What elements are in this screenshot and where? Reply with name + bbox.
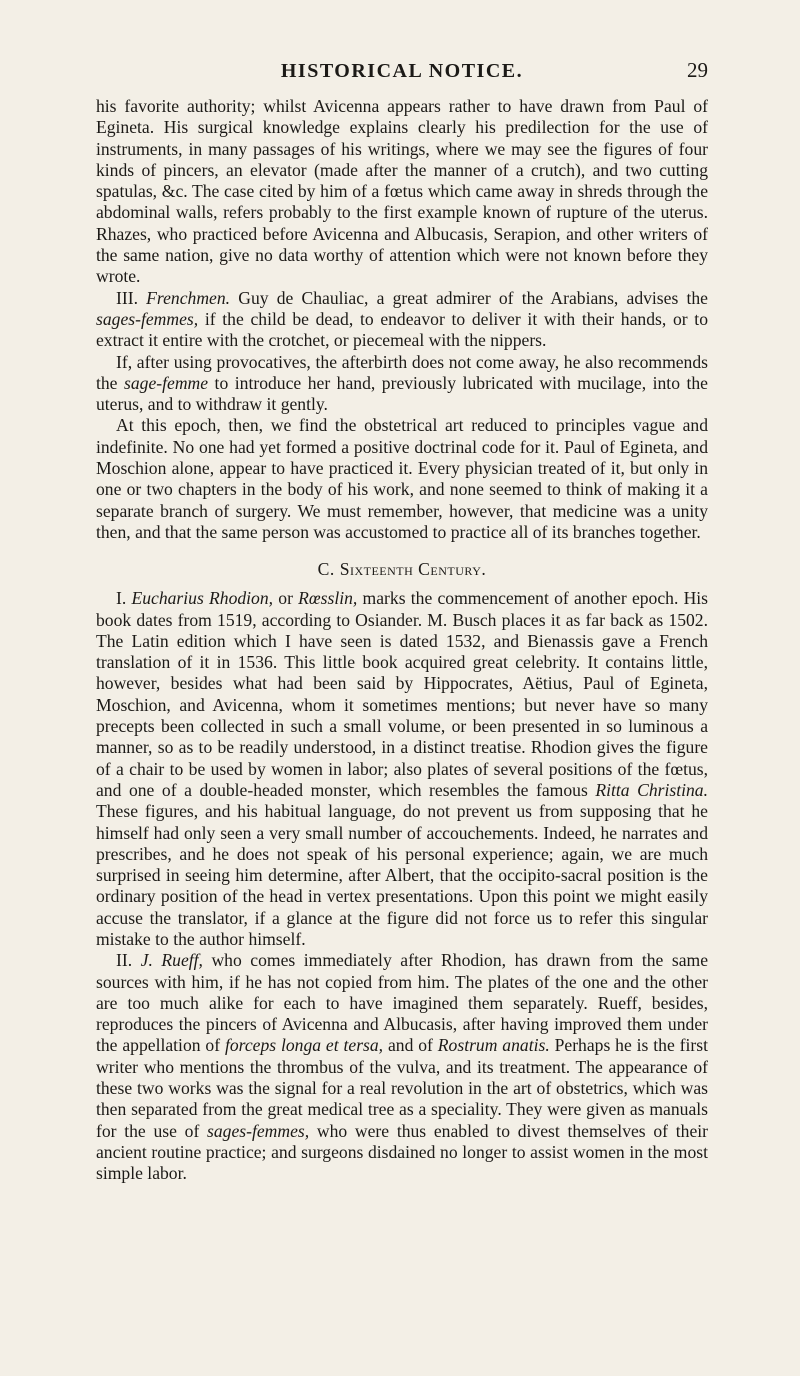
italic-text: Frenchmen. xyxy=(146,287,231,308)
text-run: marks the commencement of another epoch. His book dates from 1519, according to Osiander. M. Busch places it as far back as 1502. The Latin edition which I have seen is dated 1532, and Bienassis gave a French translation of it in 1536. This little book acquired great celebrity. It contains little, however, besides what had been said by Hippocrates, Aëtius, Paul of Egineta, Moschion, and Avicenna, whom it sometimes mentions; but never have so many precepts been collected in such a small volume, or been presented in so luminous a manner, so as to be readily understood, in a distinct treatise. Rhodion gives the figure of a chair to be used by women in labor; also plates of several positions of the fœtus, and one of a double-headed monster, which resembles the famous xyxy=(96,588,709,800)
text-block-sixteenth-century xyxy=(96,588,708,1184)
running-head xyxy=(96,60,708,86)
italic-text: J. Rueff, xyxy=(140,950,203,971)
paragraph xyxy=(96,96,708,288)
italic-text: Rœsslin, xyxy=(298,588,358,609)
section-heading: C. Sixteenth Century. xyxy=(317,559,487,580)
text-run: who were thus enabled to divest themselves of their ancient routine practice; and surgeons disdained no longer to assist women in the most simple labor. xyxy=(96,1120,708,1184)
text-run: to introduce her hand, previously lubricated with mucilage, into the uterus, and to withdraw it gently. xyxy=(96,372,708,415)
paragraph xyxy=(96,588,708,950)
text-run: III. xyxy=(116,287,147,308)
text-run: These figures, and his habitual language, do not prevent us from supposing that he himself had only seen a very small number of accouchements. Indeed, he narrates and prescribes, and he does not speak of his personal experience; again, we are much surprised in seeing him determine, after Albert, that the occipito-sacral position is the ordinary position of the head in vertex presentations. Upon this point we might easily accuse the translator, if a glance at the figure did not force us to refer this singular mistake to the author himself. xyxy=(96,801,708,949)
text-run: At this epoch, then, we find the obstetrical art reduced to principles vague and indefinite. No one had yet formed a positive doctrinal code for it. Paul of Egineta, and Moschion alone, appear to have practiced it. Every physician treated of it, but only in one or two chapters in the body of his work, and none seemed to think of making it a separate branch of surgery. We must remember, however, that medicine was a unity then, and that the same person was accustomed to practice all of its branches together. xyxy=(96,415,708,542)
text-run: who comes immediately after Rhodion, has drawn from the same sources with him, if he has not copied from him. The plates of the one and the other are too much alike for each to have imagined them separately. Rueff, besides, reproduces the pincers of Avicenna and Albucasis, after having improved them under the appellation of xyxy=(96,950,708,1056)
text-run: Guy de Chauliac, a great admirer of the Arabians, advises the xyxy=(230,287,708,308)
paragraph xyxy=(96,288,708,352)
paragraph xyxy=(96,352,708,416)
paragraph xyxy=(96,415,708,543)
italic-text: Eucharius Rhodion, xyxy=(131,588,274,609)
italic-text: sages-femmes, xyxy=(207,1120,310,1141)
text-run: or xyxy=(273,588,299,609)
running-title: HISTORICAL NOTICE. xyxy=(280,60,524,82)
text-run: I. xyxy=(116,588,132,609)
text-run: II. xyxy=(116,950,141,971)
text-run: If, after using provocatives, the afterbirth does not come away, he also recommends the xyxy=(96,351,708,393)
text-run: Perhaps he is the first writer who mentions the thrombus of the vulva, and its treatment. The appearance of these two works was the signal for a real revolution in the art of obstetrics, which was then separated from the great medical tree as a speciality. They were given as manuals for the use of xyxy=(96,1035,708,1141)
italic-text: sage-femme xyxy=(124,372,209,393)
text-run: his favorite authority; whilst Avicenna appears rather to have drawn from Paul of Egineta. His surgical knowledge explains clearly his predilection for the use of instruments, in many passages of his writings, where we may see the figures of four kinds of pincers, an elevator (made after the manner of a crutch), and two cutting spatulas, &c. The case cited by him of a fœtus which came away in shreds through the abdominal walls, refers probably to the first example known of rupture of the uterus. Rhazes, who practiced before Avicenna and Albucasis, Serapion, and other writers of the same nation, give no data worthy of attention which were not known before they wrote. xyxy=(96,96,708,287)
italic-text: Ritta Christina. xyxy=(595,779,708,800)
page-number: 29 xyxy=(687,58,708,82)
text-run: and of xyxy=(383,1035,438,1056)
paragraph xyxy=(96,950,708,1184)
text-block-arabians-frenchmen xyxy=(96,96,708,543)
italic-text: sages-femmes, xyxy=(96,308,199,329)
italic-text: forceps longa et tersa, xyxy=(224,1035,384,1056)
text-run: if the child be dead, to endeavor to deliver it with their hands, or to extract it entire with the crotchet, or piecemeal with the nippers. xyxy=(96,308,708,351)
italic-text: Rostrum anatis. xyxy=(437,1035,550,1056)
